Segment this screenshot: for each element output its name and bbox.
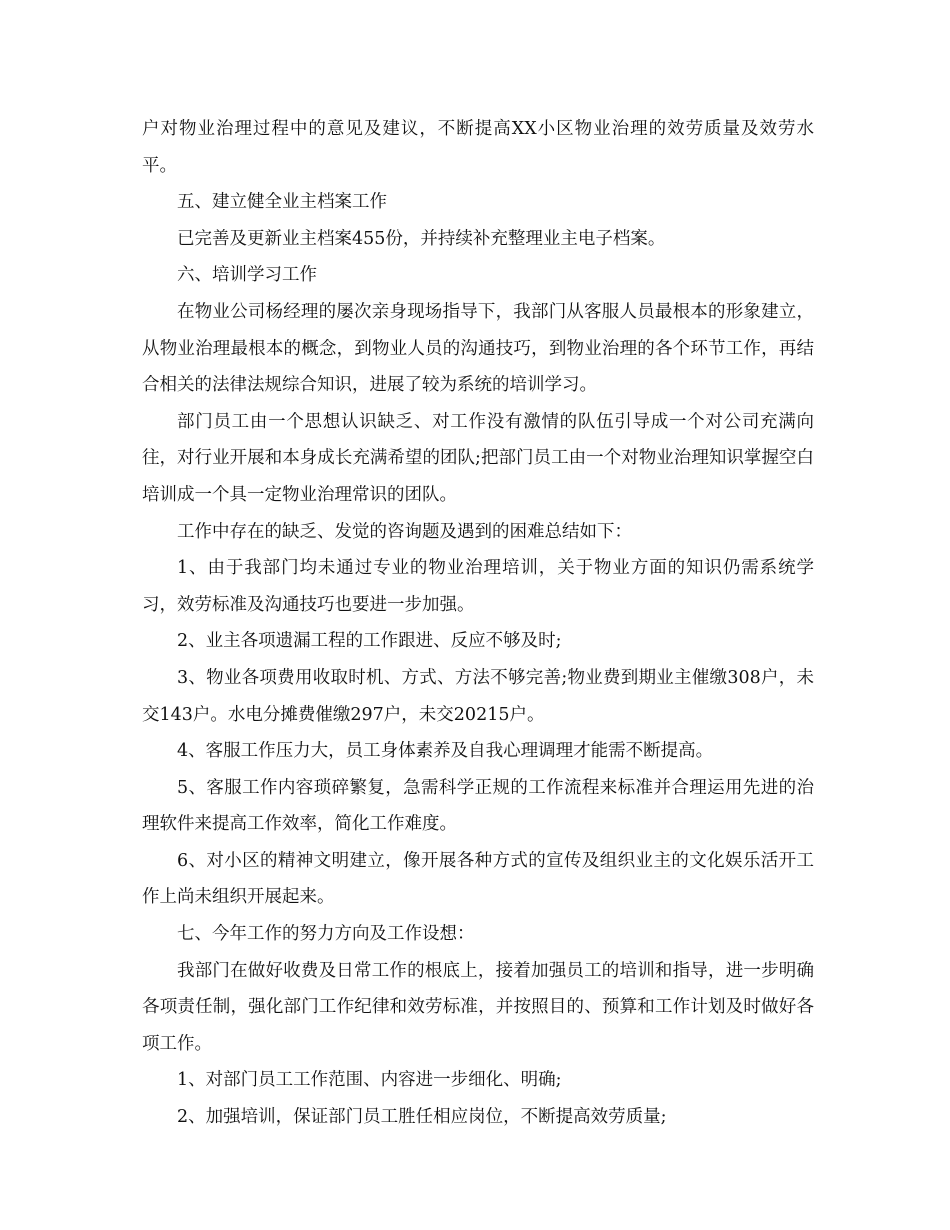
list-item: 2、加强培训，保证部门员工胜任相应岗位，不断提高效劳质量; xyxy=(177,1107,667,1128)
paragraph: 部门员工由一个思想认识缺乏、对工作没有激情的队伍引导成一个对公司充满向往，对行业开展和本身成长充满希望的团队;把部门员工由一个对物业治理知识掌握空白培训成一个具一定物业治理常识的团队。 xyxy=(142,411,814,505)
paragraph: 在物业公司杨经理的屡次亲身现场指导下，我部门从客服人员最根本的形象建立，从物业治理最根本的概念，到物业人员的沟通技巧，到物业治理的各个环节工作，再结合相关的法律法规综合知识，进展了较为系统的培训学习。 xyxy=(142,301,814,396)
document-page xyxy=(142,111,814,1136)
paragraph: 工作中存在的缺乏、发觉的咨询题及遇到的困难总结如下： xyxy=(177,521,632,542)
paragraph-continuation: 户对物业治理过程中的意见及建议，不断提高XX小区物业治理的效劳质量及效劳水平。 xyxy=(142,119,814,176)
paragraph: 已完善及更新业主档案455份，并持续补充整理业主电子档案。 xyxy=(177,228,666,249)
list-item: 5、客服工作内容琐碎繁复，急需科学正规的工作流程来标准并合理运用先进的治理软件来提高工作效率，简化工作难度。 xyxy=(142,777,814,835)
list-item: 3、物业各项费用收取时机、方式、方法不够完善;物业费到期业主催缴308户，未交143户。水电分摊费催缴297户，未交20215户。 xyxy=(142,667,814,725)
section-heading-5: 五、建立健全业主档案工作 xyxy=(177,192,387,213)
paragraph: 我部门在做好收费及日常工作的根底上，接着加强员工的培训和指导，进一步明确各项责任制，强化部门工作纪律和效劳标准，并按照目的、预算和工作计划及时做好各项工作。 xyxy=(142,960,814,1054)
list-item: 6、对小区的精神文明建立，像开展各种方式的宣传及组织业主的文化娱乐活开工作上尚未组织开展起来。 xyxy=(142,850,814,908)
section-heading-6: 六、培训学习工作 xyxy=(177,265,317,286)
list-item: 1、对部门员工工作范围、内容进一步细化、明确; xyxy=(177,1070,562,1091)
list-item: 4、客服工作压力大，员工身体素养及自我心理调理才能需不断提高。 xyxy=(177,741,714,762)
list-item: 1、由于我部门均未通过专业的物业治理培训，关于物业方面的知识仍需系统学习，效劳标准及沟通技巧也要进一步加强。 xyxy=(142,558,814,615)
section-heading-7: 七、今年工作的努力方向及工作设想： xyxy=(177,924,475,945)
list-item: 2、业主各项遗漏工程的工作跟进、反应不够及时; xyxy=(177,631,562,652)
